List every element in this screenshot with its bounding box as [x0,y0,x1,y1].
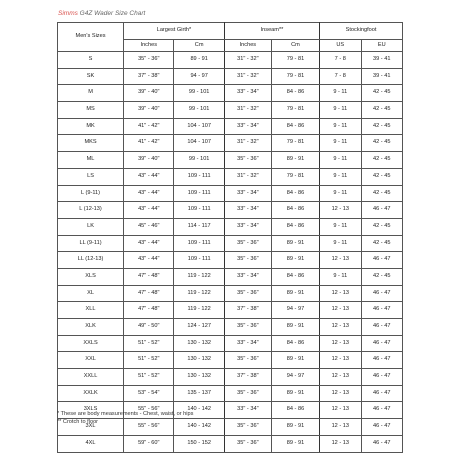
cell-inseam-inches: 35" - 36" [224,435,271,452]
cell-girth-cm: 94 - 97 [174,68,224,85]
cell-foot-us: 7 - 8 [320,52,361,69]
cell-inseam-inches: 35" - 36" [224,385,271,402]
cell-foot-eu: 46 - 47 [361,335,403,352]
cell-foot-us: 12 - 13 [320,369,361,386]
header-mens-sizes: Men's Sizes [58,23,124,52]
cell-inseam-cm: 89 - 91 [271,435,319,452]
cell-size: LL (12-13) [58,252,124,269]
cell-inseam-cm: 84 - 86 [271,85,319,102]
table-row [58,202,403,219]
cell-inseam-inches: 31" - 32" [224,52,271,69]
cell-inseam-inches: 31" - 32" [224,102,271,119]
table-row [58,135,403,152]
cell-inseam-inches: 35" - 36" [224,252,271,269]
table-row [58,185,403,202]
cell-girth-inches: 43" - 44" [124,202,174,219]
cell-girth-cm: 124 - 127 [174,319,224,336]
header-stockingfoot: Stockingfoot [320,23,403,40]
cell-foot-us: 12 - 13 [320,335,361,352]
cell-foot-eu: 46 - 47 [361,419,403,436]
cell-foot-eu: 42 - 45 [361,102,403,119]
header-inseam: Inseam** [224,23,319,40]
cell-size: MK [58,118,124,135]
cell-size: MKS [58,135,124,152]
cell-foot-us: 12 - 13 [320,319,361,336]
cell-girth-cm: 99 - 101 [174,102,224,119]
cell-size: XLK [58,319,124,336]
cell-girth-cm: 109 - 111 [174,168,224,185]
cell-girth-inches: 39" - 40" [124,152,174,169]
cell-foot-eu: 42 - 45 [361,185,403,202]
cell-foot-eu: 46 - 47 [361,319,403,336]
cell-inseam-inches: 33" - 34" [224,118,271,135]
cell-inseam-inches: 35" - 36" [224,319,271,336]
table-row [58,285,403,302]
cell-foot-us: 12 - 13 [320,402,361,419]
cell-girth-cm: 150 - 152 [174,435,224,452]
cell-girth-inches: 43" - 44" [124,252,174,269]
chart-title [58,10,145,18]
cell-foot-us: 9 - 11 [320,185,361,202]
cell-inseam-inches: 31" - 32" [224,168,271,185]
cell-inseam-cm: 89 - 91 [271,319,319,336]
cell-girth-cm: 119 - 122 [174,268,224,285]
cell-size: LL (9-11) [58,235,124,252]
table-row [58,218,403,235]
cell-foot-eu: 46 - 47 [361,285,403,302]
cell-foot-eu: 42 - 45 [361,118,403,135]
cell-foot-us: 12 - 13 [320,252,361,269]
cell-inseam-cm: 79 - 81 [271,52,319,69]
table-row [58,352,403,369]
cell-girth-cm: 140 - 142 [174,419,224,436]
cell-inseam-cm: 89 - 91 [271,352,319,369]
cell-girth-cm: 119 - 122 [174,302,224,319]
cell-girth-inches: 41" - 42" [124,135,174,152]
cell-inseam-cm: 89 - 91 [271,419,319,436]
cell-girth-cm: 99 - 101 [174,152,224,169]
header-foot-us: US [320,40,361,52]
cell-inseam-inches: 33" - 34" [224,202,271,219]
cell-foot-us: 12 - 13 [320,285,361,302]
cell-size: XLL [58,302,124,319]
cell-girth-inches: 47" - 48" [124,268,174,285]
cell-foot-eu: 46 - 47 [361,252,403,269]
cell-foot-us: 9 - 11 [320,218,361,235]
cell-foot-us: 9 - 11 [320,268,361,285]
cell-inseam-cm: 84 - 86 [271,118,319,135]
cell-size: SK [58,68,124,85]
cell-girth-inches: 49" - 50" [124,319,174,336]
table-row [58,168,403,185]
cell-inseam-inches: 35" - 36" [224,235,271,252]
cell-girth-cm: 109 - 111 [174,202,224,219]
cell-foot-eu: 39 - 41 [361,52,403,69]
cell-inseam-cm: 89 - 91 [271,235,319,252]
title-brand: Simms [58,10,78,17]
cell-size: M [58,85,124,102]
header-largest-girth: Largest Girth* [124,23,225,40]
header-inseam-inches: Inches [224,40,271,52]
cell-size: XL [58,285,124,302]
cell-size: XXLK [58,385,124,402]
header-inseam-cm: Cm [271,40,319,52]
cell-girth-inches: 43" - 44" [124,168,174,185]
cell-foot-us: 9 - 11 [320,85,361,102]
cell-girth-cm: 130 - 132 [174,335,224,352]
cell-size: XLS [58,268,124,285]
footnote-body-measurements: * These are body measurements - Chest, waist, or hips [57,411,194,417]
cell-foot-eu: 42 - 45 [361,218,403,235]
table-row [58,102,403,119]
table-row [58,68,403,85]
cell-foot-eu: 39 - 41 [361,68,403,85]
cell-size: L (12-13) [58,202,124,219]
cell-inseam-inches: 37" - 38" [224,302,271,319]
cell-inseam-inches: 35" - 36" [224,152,271,169]
cell-foot-eu: 42 - 45 [361,268,403,285]
cell-foot-eu: 46 - 47 [361,435,403,452]
cell-foot-eu: 46 - 47 [361,369,403,386]
cell-inseam-inches: 33" - 34" [224,185,271,202]
cell-inseam-inches: 33" - 34" [224,85,271,102]
cell-girth-inches: 37" - 38" [124,68,174,85]
cell-foot-us: 12 - 13 [320,419,361,436]
cell-inseam-inches: 33" - 34" [224,402,271,419]
cell-inseam-inches: 33" - 34" [224,218,271,235]
cell-foot-eu: 46 - 47 [361,402,403,419]
cell-inseam-cm: 84 - 86 [271,202,319,219]
cell-girth-inches: 53" - 54" [124,385,174,402]
cell-foot-us: 12 - 13 [320,302,361,319]
cell-girth-inches: 39" - 40" [124,102,174,119]
cell-girth-inches: 45" - 46" [124,218,174,235]
cell-size: ML [58,152,124,169]
header-row-groups [58,23,403,40]
cell-size: 4XL [58,435,124,452]
cell-foot-eu: 46 - 47 [361,202,403,219]
cell-girth-cm: 135 - 137 [174,385,224,402]
cell-inseam-cm: 89 - 91 [271,252,319,269]
cell-foot-us: 12 - 13 [320,202,361,219]
table-row [58,152,403,169]
cell-inseam-inches: 33" - 34" [224,335,271,352]
cell-girth-cm: 89 - 91 [174,52,224,69]
cell-girth-inches: 55" - 56" [124,402,174,419]
header-girth-inches: Inches [124,40,174,52]
cell-girth-inches: 41" - 42" [124,118,174,135]
cell-foot-eu: 46 - 47 [361,352,403,369]
title-text: G4Z Wader Size Chart [79,10,146,17]
cell-girth-cm: 109 - 111 [174,235,224,252]
cell-size: MS [58,102,124,119]
cell-foot-us: 7 - 8 [320,68,361,85]
cell-girth-cm: 119 - 122 [174,285,224,302]
cell-size: 3XL [58,419,124,436]
cell-girth-inches: 35" - 36" [124,52,174,69]
table-row [58,369,403,386]
cell-size: LK [58,218,124,235]
cell-girth-cm: 104 - 107 [174,135,224,152]
cell-girth-inches: 51" - 52" [124,369,174,386]
cell-inseam-inches: 35" - 36" [224,352,271,369]
cell-inseam-cm: 84 - 86 [271,218,319,235]
cell-girth-inches: 43" - 44" [124,185,174,202]
cell-inseam-cm: 89 - 91 [271,152,319,169]
cell-foot-us: 9 - 11 [320,135,361,152]
table-row [58,385,403,402]
table-row [58,319,403,336]
cell-inseam-cm: 79 - 81 [271,102,319,119]
cell-inseam-cm: 84 - 86 [271,335,319,352]
cell-inseam-cm: 94 - 97 [271,302,319,319]
cell-size: LS [58,168,124,185]
cell-foot-eu: 46 - 47 [361,302,403,319]
cell-girth-cm: 109 - 111 [174,252,224,269]
cell-foot-us: 9 - 11 [320,235,361,252]
cell-foot-eu: 42 - 45 [361,168,403,185]
cell-inseam-cm: 89 - 91 [271,285,319,302]
cell-size: 3XLS [58,402,124,419]
table-row [58,85,403,102]
cell-inseam-cm: 89 - 91 [271,385,319,402]
footnotes [57,411,193,426]
cell-inseam-inches: 37" - 38" [224,369,271,386]
cell-girth-cm: 140 - 142 [174,402,224,419]
cell-size: L (9-11) [58,185,124,202]
cell-foot-us: 9 - 11 [320,152,361,169]
cell-foot-eu: 46 - 47 [361,385,403,402]
cell-inseam-cm: 79 - 81 [271,168,319,185]
table-row [58,235,403,252]
cell-foot-us: 9 - 11 [320,102,361,119]
size-rows [58,52,403,453]
table-row [58,252,403,269]
cell-inseam-inches: 31" - 32" [224,135,271,152]
cell-foot-us: 9 - 11 [320,118,361,135]
cell-inseam-inches: 35" - 36" [224,285,271,302]
cell-foot-eu: 42 - 45 [361,85,403,102]
cell-foot-eu: 42 - 45 [361,135,403,152]
cell-girth-inches: 55" - 56" [124,419,174,436]
cell-inseam-inches: 33" - 34" [224,268,271,285]
cell-foot-us: 9 - 11 [320,168,361,185]
table-row [58,335,403,352]
table-row [58,268,403,285]
cell-girth-cm: 99 - 101 [174,85,224,102]
cell-inseam-cm: 84 - 86 [271,185,319,202]
header-foot-eu: EU [361,40,403,52]
cell-foot-us: 12 - 13 [320,352,361,369]
header-girth-cm: Cm [174,40,224,52]
cell-size: XXLL [58,369,124,386]
cell-girth-cm: 104 - 107 [174,118,224,135]
cell-inseam-cm: 79 - 81 [271,68,319,85]
cell-foot-eu: 42 - 45 [361,152,403,169]
cell-girth-cm: 130 - 132 [174,352,224,369]
table-row [58,52,403,69]
cell-girth-inches: 51" - 52" [124,352,174,369]
cell-size: XXLS [58,335,124,352]
size-chart-table [57,22,403,453]
cell-inseam-inches: 31" - 32" [224,68,271,85]
cell-foot-eu: 42 - 45 [361,235,403,252]
cell-girth-inches: 47" - 48" [124,302,174,319]
table-row [58,435,403,452]
cell-inseam-cm: 84 - 86 [271,402,319,419]
cell-inseam-inches: 35" - 36" [224,419,271,436]
cell-girth-inches: 51" - 52" [124,335,174,352]
cell-girth-inches: 39" - 40" [124,85,174,102]
cell-girth-cm: 109 - 111 [174,185,224,202]
table-row [58,302,403,319]
cell-foot-us: 12 - 13 [320,435,361,452]
cell-size: S [58,52,124,69]
cell-girth-cm: 130 - 132 [174,369,224,386]
cell-size: XXL [58,352,124,369]
cell-girth-inches: 43" - 44" [124,235,174,252]
footnote-crotch-to-floor: ** Crotch to floor [57,418,99,425]
cell-girth-inches: 59" - 60" [124,435,174,452]
cell-inseam-cm: 84 - 86 [271,268,319,285]
table-row [58,118,403,135]
cell-inseam-cm: 94 - 97 [271,369,319,386]
cell-inseam-cm: 79 - 81 [271,135,319,152]
cell-girth-inches: 47" - 48" [124,285,174,302]
cell-girth-cm: 114 - 117 [174,218,224,235]
cell-foot-us: 12 - 13 [320,385,361,402]
